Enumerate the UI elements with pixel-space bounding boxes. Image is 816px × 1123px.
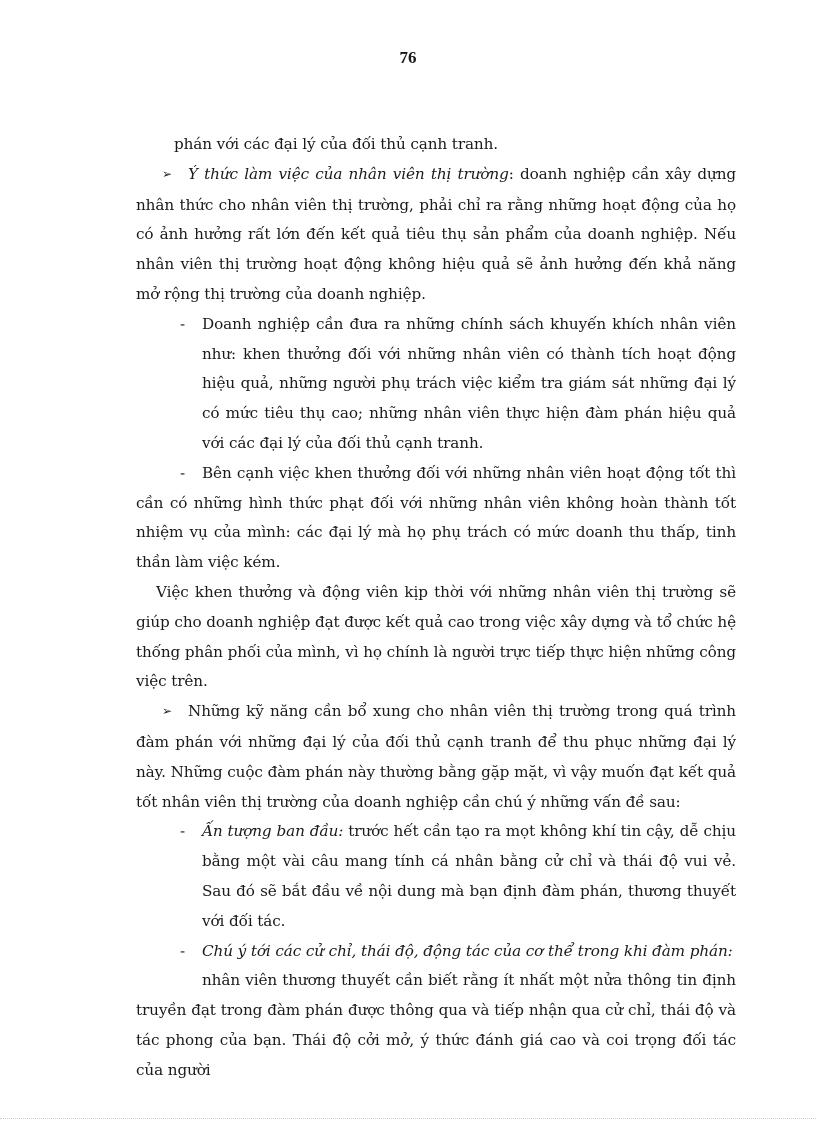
paragraph-text: Bên cạnh việc khen thưởng đối với những nhân viên hoạt động tốt thì cần có những hình thức phạt đối với những nhân viên không hoàn thành tốt nhiệm vụ của mình: các đại lý mà họ phụ trách có mức doanh thu thấp, tinh thần làm việc kém. (136, 463, 736, 572)
dash-bullet: - (180, 314, 186, 333)
paragraph-text: : doanh nghiệp cần xây dựng nhân thức cho nhân viên thị trường, phải chỉ ra rằng những hoạt động của họ có ảnh hưởng rất lớn đến kết quả tiêu thụ sản phẩm của doanh nghiệp. Nếu nhân viên thị trường hoạt động không hiệu quả sẽ ảnh hưởng đến khả năng mở rộng thị trường của doanh nghiệp. (136, 164, 736, 303)
heading-first-impression: Ấn tượng ban đầu: (202, 822, 344, 841)
paragraph-negotiation-skills (136, 697, 736, 817)
page-number: 76 (399, 48, 417, 67)
dash-bullet: - (180, 463, 186, 482)
paragraph-reward-summary: Việc khen thưởng và động viên kịp thời với những nhân viên thị trường sẽ giúp cho doanh nghiệp đạt được kết quả cao trong việc xây dựng và tổ chức hệ thống phân phối của mình, vì họ chính là người trực tiếp thực hiện những công việc trên. (136, 582, 736, 691)
document-body (136, 130, 736, 1086)
paragraph-first-impression (136, 817, 736, 936)
dash-bullet: - (180, 822, 186, 841)
paragraph-text: trước hết cần tạo ra mọt không khí tin cậy, dễ chịu bằng một vài câu mang tính cá nhân bằng cử chỉ và thái độ vui vẻ. Sau đó sẽ bắt đầu về nội dung mà bạn định đàm phán, thương thuyết với đối tác. (202, 822, 736, 930)
arrow-bullet-icon: ➢ (162, 704, 172, 719)
paragraph-body-language: nhân viên thương thuyết cần biết rằng ít nhất một nửa thông tin định truyền đạt trong đàm phán được thông qua và tiếp nhận qua cử chỉ, thái độ và tác phong của bạn. Thái độ cởi mở, ý thức đánh giá cao và coi trọng đối tác của người (136, 971, 736, 1079)
paragraph-incentive-policy (136, 310, 736, 459)
paragraph-body-language-heading (136, 937, 736, 967)
heading-body-language: Chú ý tới các cử chỉ, thái độ, động tác của cơ thể trong khi đàm phán: (202, 941, 733, 960)
page-bottom-divider (0, 1118, 816, 1119)
paragraph-work-awareness (136, 160, 736, 310)
heading-work-awareness: Ý thức làm việc của nhân viên thị trường (188, 164, 509, 183)
paragraph-text: Những kỹ năng cần bổ xung cho nhân viên thị trường trong quá trình đàm phán với những đại lý của đối thủ cạnh tranh để thu phục những đại lý này. Những cuộc đàm phán này thường bằng gặp mặt, vì vậy muốn đạt kết quả tốt nhân viên thị trường của doanh nghiệp cần chú ý những vấn đề sau: (136, 702, 736, 811)
paragraph-text: Doanh nghiệp cần đưa ra những chính sách khuyến khích nhân viên như: khen thưởng đối với những nhân viên có thành tích hoạt động hiệu quả, những người phụ trách việc kiểm tra giám sát những đại lý có mức tiêu thụ cao; những nhân viên thực hiện đàm phán hiệu quả với các đại lý của đối thủ cạnh tranh. (202, 314, 736, 452)
paragraph-penalty (136, 459, 736, 578)
arrow-bullet-icon: ➢ (162, 166, 172, 181)
paragraph-continuation: phán với các đại lý của đối thủ cạnh tranh. (174, 135, 499, 153)
dash-bullet: - (180, 941, 186, 960)
